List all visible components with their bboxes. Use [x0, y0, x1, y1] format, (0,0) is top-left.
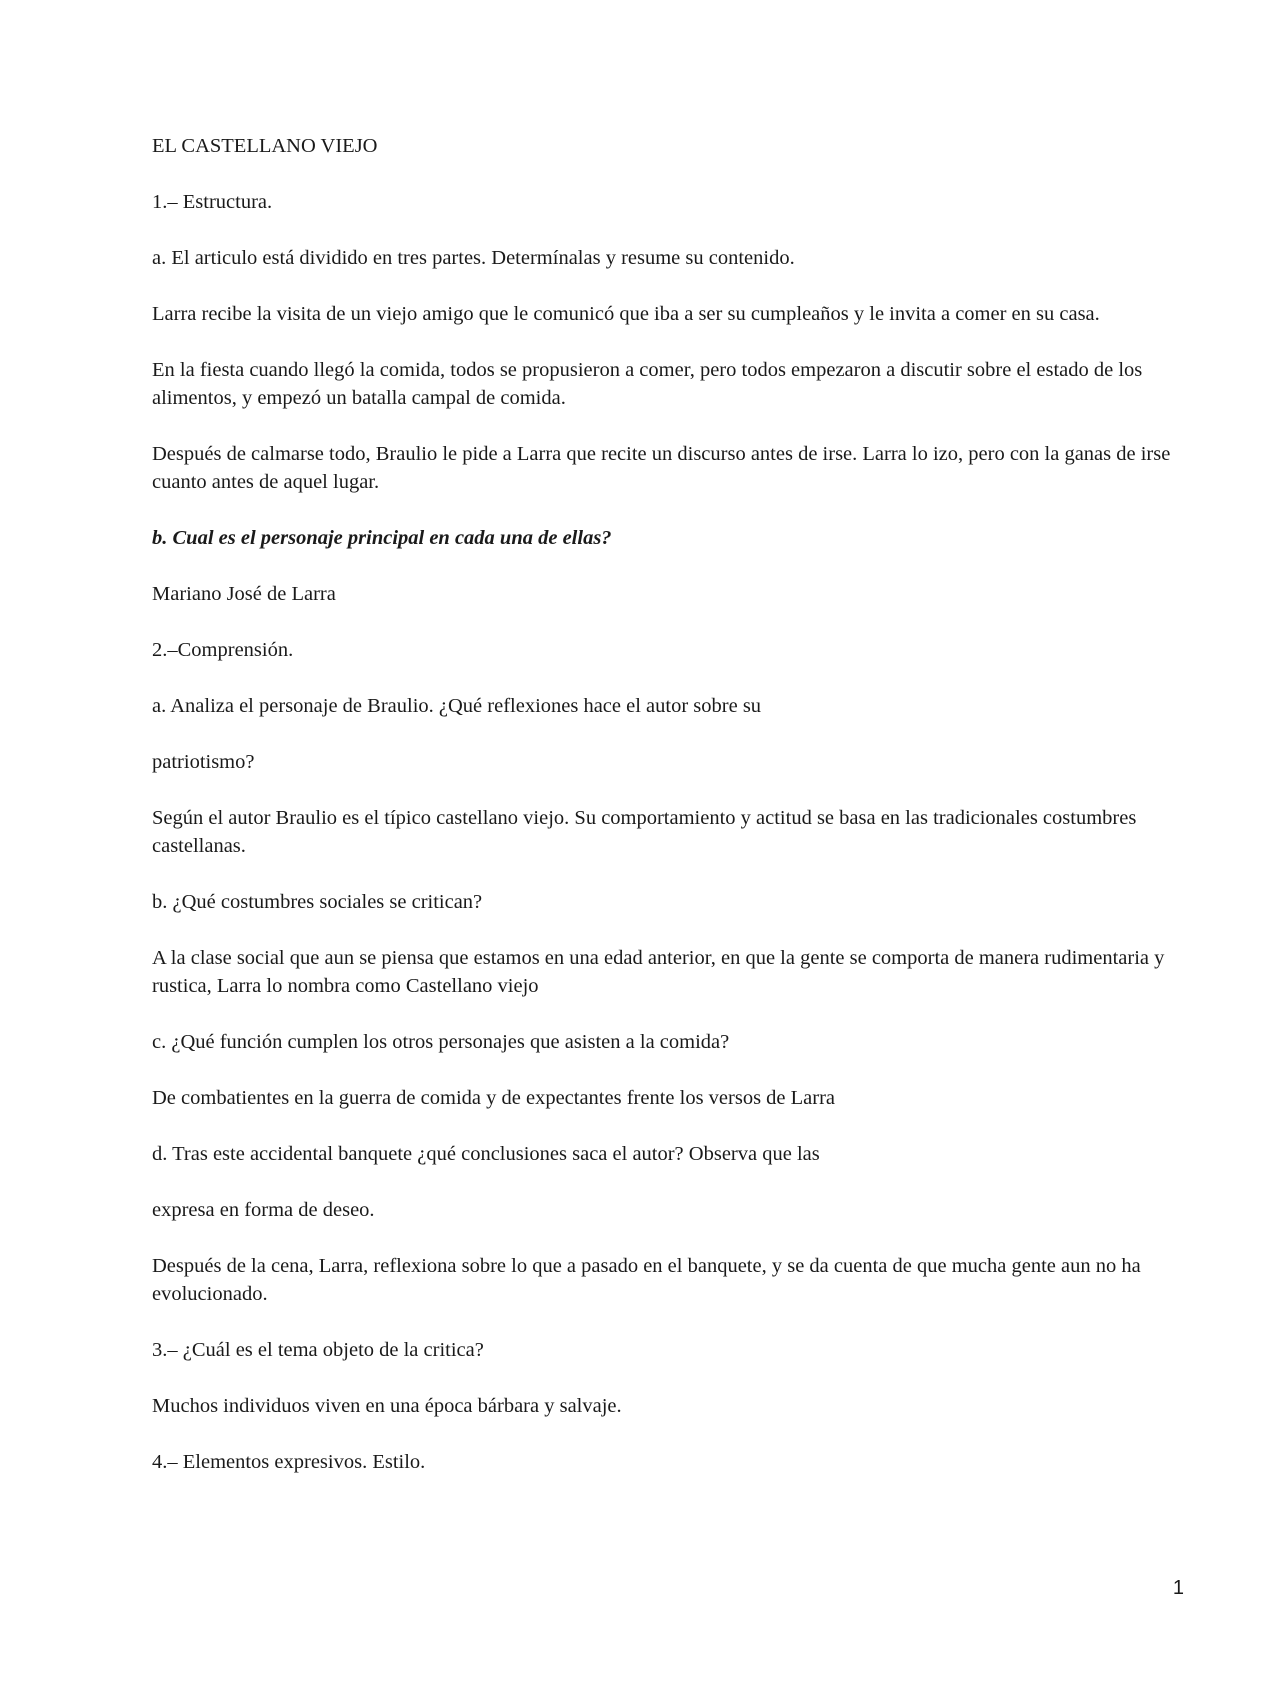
paragraph: 2.–Comprensión. [152, 639, 294, 661]
paragraph: a. Analiza el personaje de Braulio. ¿Qué reflexiones hace el autor sobre su [152, 695, 762, 717]
paragraph: c. ¿Qué función cumplen los otros personajes que asisten a la comida? [152, 1031, 730, 1053]
paragraph: patriotismo? [152, 751, 255, 773]
paragraph: 3.– ¿Cuál es el tema objeto de la critica? [152, 1339, 484, 1361]
paragraph: Después de calmarse todo, Braulio le pide a Larra que recite un discurso antes de irse. Larra lo izo, pero con la ganas de irse cuanto antes de aquel lugar. [152, 443, 1171, 493]
paragraph: a. El articulo está dividido en tres partes. Determínalas y resume su contenido. [152, 247, 795, 269]
paragraph: Mariano José de Larra [152, 583, 336, 605]
paragraph: b. ¿Qué costumbres sociales se critican? [152, 891, 483, 913]
paragraph: d. Tras este accidental banquete ¿qué conclusiones saca el autor? Observa que las [152, 1143, 820, 1165]
document-body [152, 132, 1192, 1504]
paragraph: Muchos individuos viven en una época bárbara y salvaje. [152, 1395, 622, 1417]
question-heading: b. Cual es el personaje principal en cada una de ellas? [152, 527, 612, 549]
paragraph: Después de la cena, Larra, reflexiona sobre lo que a pasado en el banquete, y se da cuenta de que mucha gente aun no ha evolucionado. [152, 1255, 1141, 1305]
paragraph: 4.– Elementos expresivos. Estilo. [152, 1451, 426, 1473]
paragraph: 1.– Estructura. [152, 191, 273, 213]
paragraph: expresa en forma de deseo. [152, 1199, 375, 1221]
paragraph: Larra recibe la visita de un viejo amigo que le comunicó que iba a ser su cumpleaños y le invita a comer en su casa. [152, 303, 1100, 325]
document-title: EL CASTELLANO VIEJO [152, 135, 378, 157]
paragraph: En la fiesta cuando llegó la comida, todos se propusieron a comer, pero todos empezaron a discutir sobre el estado de los alimentos, y empezó un batalla campal de comida. [152, 359, 1143, 409]
paragraph: De combatientes en la guerra de comida y de expectantes frente los versos de Larra [152, 1087, 836, 1109]
page-number: 1 [1172, 1577, 1184, 1599]
paragraph: A la clase social que aun se piensa que estamos en una edad anterior, en que la gente se comporta de manera rudimentaria y rustica, Larra lo nombra como Castellano viejo [152, 947, 1165, 997]
paragraph: Según el autor Braulio es el típico castellano viejo. Su comportamiento y actitud se basa en las tradicionales costumbres castellanas. [152, 807, 1137, 857]
